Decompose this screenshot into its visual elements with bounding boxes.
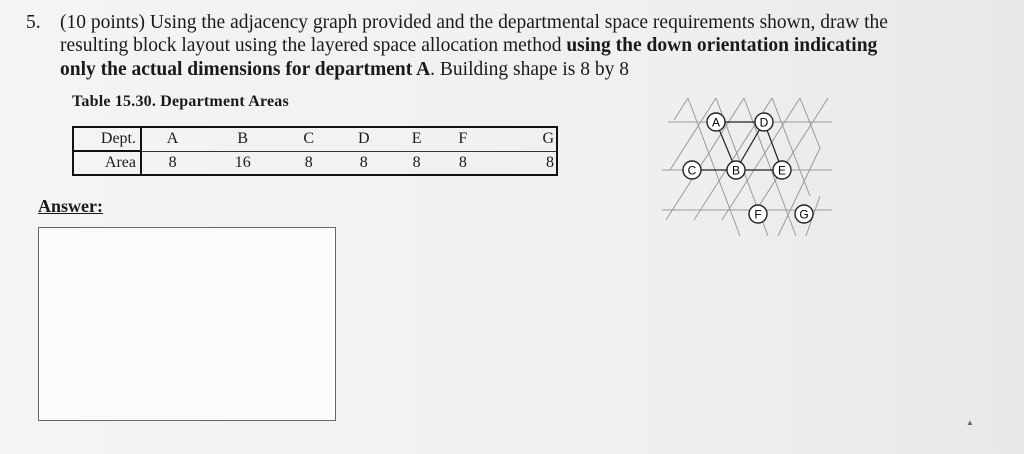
node-label: C (687, 163, 697, 178)
question-line-3-plain: . Building shape is 8 by 8 (430, 59, 629, 80)
area-cell: 16 (234, 153, 251, 171)
node-label: D (759, 115, 769, 130)
table-caption: Table 15.30. Department Areas (72, 93, 289, 110)
dept-cell: G (485, 127, 557, 151)
question-line-2-plain: resulting block layout using the layered space allocation method (60, 35, 567, 56)
department-areas-table (72, 126, 558, 176)
dept-header-cell: Dept. (73, 127, 141, 151)
node-F (749, 205, 767, 223)
question-number: 5. (26, 12, 41, 33)
mouse-cursor-icon: ▲ (966, 418, 974, 427)
area-cell: 8 (546, 153, 554, 171)
answer-label: Answer: (38, 196, 103, 216)
node-B (727, 161, 745, 179)
question-line-1: (10 points) Using the adjacency graph provided and the departmental space requirements shown, draw the (60, 12, 888, 33)
node-label: G (799, 207, 809, 222)
area-cell: 8 (168, 153, 177, 171)
answer-drawing-area[interactable] (38, 227, 336, 421)
area-header-cell: Area (73, 151, 141, 175)
node-D (755, 113, 773, 131)
dept-cell: A (141, 127, 203, 151)
question-line-2-bold: using the down orientation indicating (566, 35, 878, 56)
question-line-3-bold: only the actual dimensions for department A (60, 59, 431, 80)
adjacency-graph (660, 96, 840, 238)
node-G (795, 205, 813, 223)
node-C (683, 161, 701, 179)
dept-cell: E (392, 127, 440, 151)
dept-cell: F (441, 127, 485, 151)
node-label: B (731, 163, 741, 178)
question-line-3 (60, 57, 629, 83)
node-label: A (711, 115, 721, 130)
area-cell: 8 (458, 153, 467, 171)
area-cell: 8 (359, 153, 368, 171)
node-A (707, 113, 725, 131)
node-label: F (754, 207, 762, 222)
dept-cell: C (282, 127, 335, 151)
area-row (73, 151, 557, 175)
node-E (773, 161, 791, 179)
question-line-2 (60, 33, 877, 59)
node-label: E (777, 163, 787, 178)
area-cell: 8 (304, 153, 313, 171)
dept-cell: B (203, 127, 282, 151)
dept-cell: D (335, 127, 392, 151)
area-cell: 8 (412, 153, 421, 171)
dept-row (73, 127, 557, 151)
